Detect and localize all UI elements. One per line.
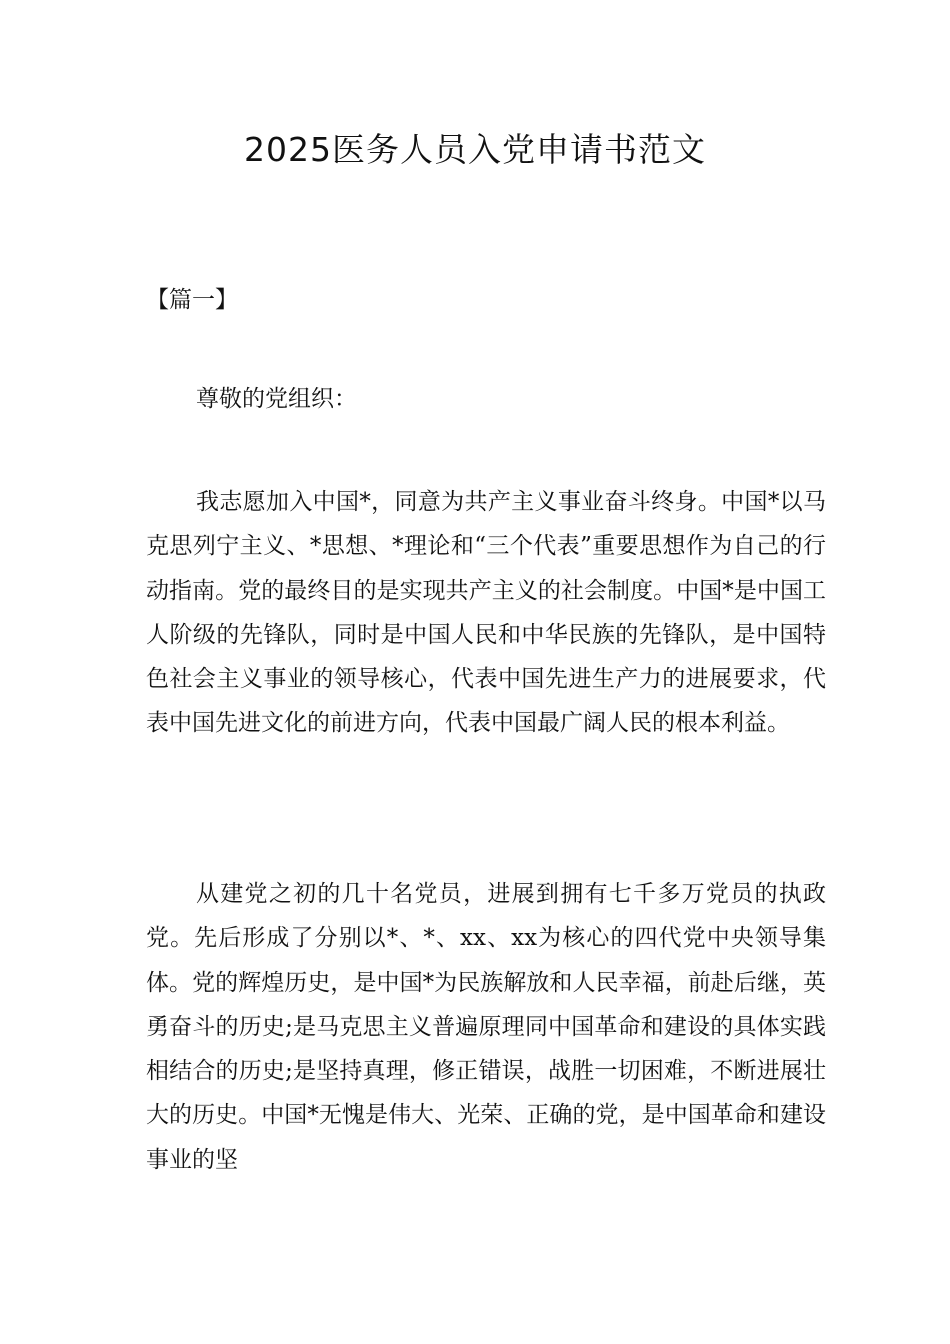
body-paragraph-2: 从建党之初的几十名党员，进展到拥有七千多万党员的执政党。先后形成了分别以*、*、xx、xx为核心的四代党中央领导集体。党的辉煌历史，是中国*为民族解放和人民幸福，前赴后继，英勇奋斗的历史;是马克思主义普遍原理同中国革命和建设的具体实践相结合的历史;是坚持真理，修正错误，战胜一切困难，不断进展壮大的历史。中国*无愧是伟大、光荣、正确的党，是中国革命和建设事业的坚 (146, 881, 826, 1173)
section-label: 【篇一】 (146, 287, 238, 313)
body-paragraph-1: 我志愿加入中国*，同意为共产主义事业奋斗终身。中国*以马克思列宁主义、*思想、*理论和“三个代表”重要思想作为自己的行动指南。党的最终目的是实现共产主义的社会制度。中国*是中国工人阶级的先锋队，同时是中国人民和中华民族的先锋队，是中国特色社会主义事业的领导核心，代表中国先进生产力的进展要求，代表中国先进文化的前进方向，代表中国最广阔人民的根本利益。 (146, 489, 826, 737)
document-title: 2025医务人员入党申请书范文 (244, 130, 706, 169)
greeting-line: 尊敬的党组织： (196, 386, 357, 412)
